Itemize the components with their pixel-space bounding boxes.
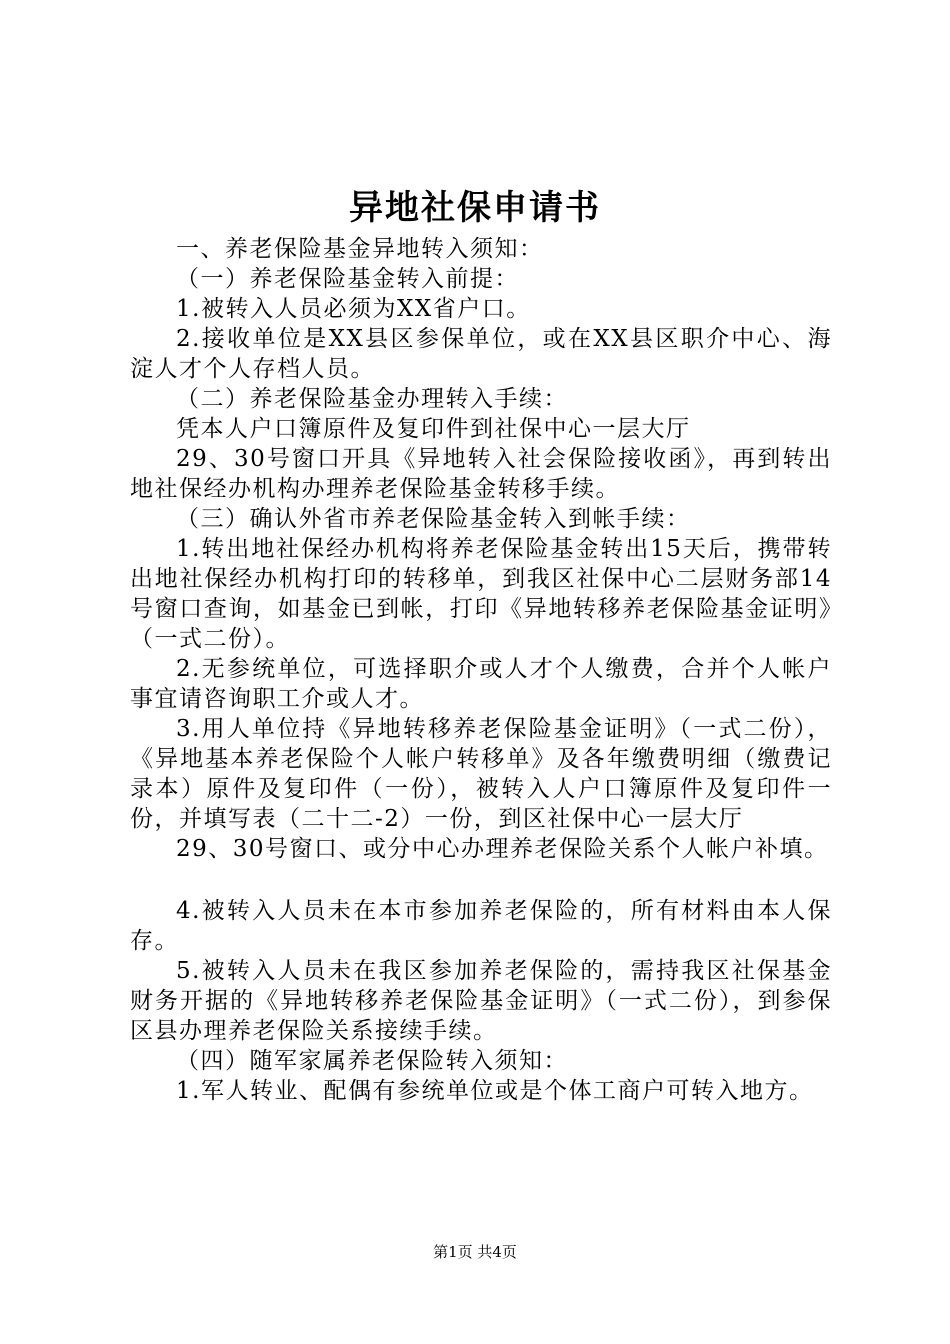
paragraph: 29、30号窗口开具《异地转入社会保险接收函》，再到转出地社保经办机构办理养老保险基金转移手续。	[130, 446, 832, 502]
paragraph: 4.被转入人员未在本市参加养老保险的，所有材料由本人保存。	[130, 898, 832, 954]
paragraph: 5.被转入人员未在我区参加养老保险的，需持我区社保基金财务开据的《异地转移养老保险基金证明》（一式二份），到参保区县办理养老保险关系接续手续。	[130, 958, 832, 1044]
paragraph: 1.转出地社保经办机构将养老保险基金转出15天后，携带转出地社保经办机构打印的转移单，到我区社保中心二层财务部14号窗口查询，如基金已到帐，打印《异地转移养老保险基金证明》（一式二份）。	[130, 536, 832, 652]
paragraph: 2.接收单位是XX县区参保单位，或在XX县区职介中心、海淀人才个人存档人员。	[130, 326, 832, 382]
paragraph: 一、养老保险基金异地转入须知：	[176, 236, 544, 262]
paragraph: 1.军人转业、配偶有参统单位或是个体工商户可转入地方。	[176, 1078, 814, 1104]
paragraph: 凭本人户口簿原件及复印件到社保中心一层大厅	[176, 416, 691, 442]
paragraph: （四）随军家属养老保险转入须知：	[176, 1048, 568, 1074]
document-title: 异地社保申请书	[349, 188, 601, 228]
paragraph: （一）养老保险基金转入前提：	[176, 266, 519, 292]
paragraph: 2.无参统单位，可选择职介或人才个人缴费，合并个人帐户事宜请咨询职工介或人才。	[130, 656, 832, 712]
paragraph: 3.用人单位持《异地转移养老保险基金证明》（一式二份），《异地基本养老保险个人帐户转移单》及各年缴费明细（缴费记录本）原件及复印件（一份），被转入人户口簿原件及复印件一份，并填写表（二十二-2）一份，到区社保中心一层大厅	[130, 716, 832, 832]
paragraph: （二）养老保险基金办理转入手续：	[176, 386, 568, 412]
paragraph: 29、30号窗口、或分中心办理养老保险关系个人帐户补填。	[176, 836, 829, 862]
document-body	[130, 234, 832, 1106]
page-footer: 第1页 共4页	[433, 1243, 517, 1261]
paragraph: （三）确认外省市养老保险基金转入到帐手续：	[176, 506, 691, 532]
paragraph: 1.被转入人员必须为XX省户口。	[176, 296, 531, 322]
